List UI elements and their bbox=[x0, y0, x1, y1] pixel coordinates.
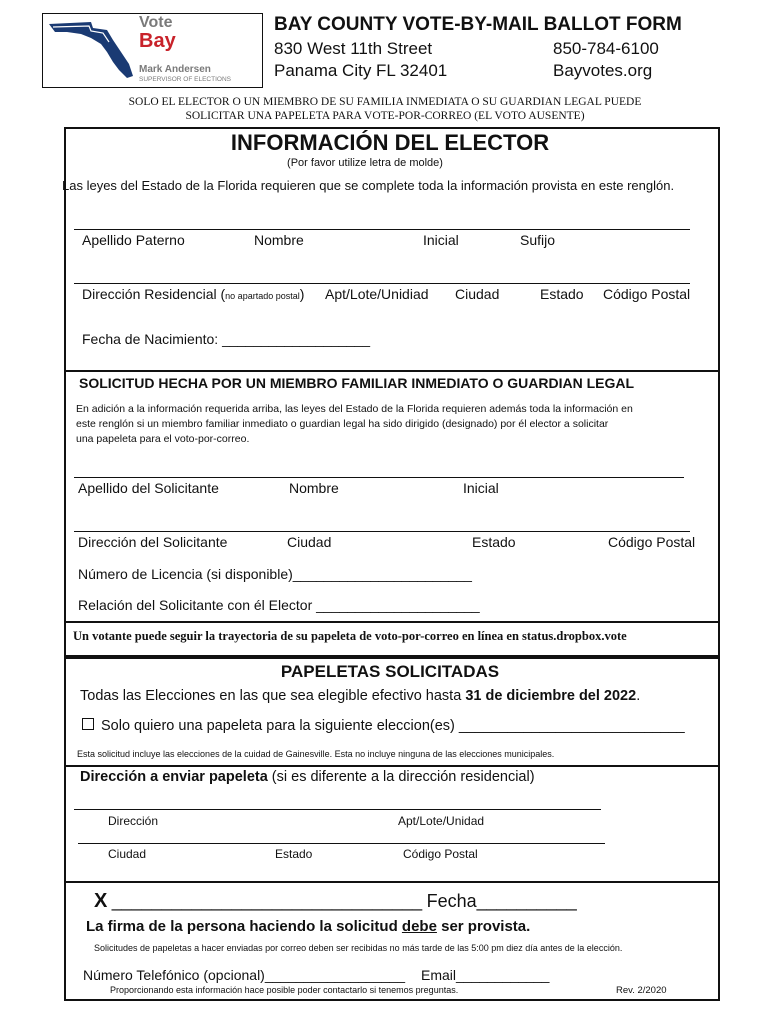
license-field[interactable]: Número de Licencia (si disponible)_______________________ bbox=[78, 566, 472, 582]
florida-map-icon bbox=[47, 18, 147, 83]
relation-field[interactable]: Relación del Solicitante con él Elector _____________________ bbox=[78, 597, 480, 613]
signature-line[interactable]: _______________________________ bbox=[111, 891, 423, 911]
address-line-2: Panama City FL 32401 bbox=[274, 61, 448, 80]
ballots-heading: PAPELETAS SOLICITADAS bbox=[280, 662, 500, 681]
label-zip: Código Postal bbox=[603, 286, 691, 302]
mailing-heading-bold: Dirección a enviar papeleta bbox=[80, 769, 268, 785]
signature-required-text bbox=[86, 918, 530, 935]
label-first-name: Nombre bbox=[254, 232, 304, 248]
eligibility-notice bbox=[0, 95, 770, 123]
residence-close: ) bbox=[299, 286, 305, 302]
revision-number: Rev. 2/2020 bbox=[616, 985, 667, 996]
mailing-heading-rest: (si es diferente a la dirección residencial) bbox=[267, 769, 535, 785]
address-line bbox=[74, 283, 690, 284]
requester-text bbox=[76, 402, 633, 447]
label-mailing-state: Estado bbox=[275, 847, 313, 861]
contact-footnote: Proporcionando esta información hace posible poder contactarlo si tenemos preguntas. bbox=[110, 985, 459, 995]
date-field[interactable]: Fecha__________ bbox=[426, 891, 577, 911]
mailing-city-line bbox=[78, 843, 605, 844]
label-mailing-city: Ciudad bbox=[108, 847, 147, 861]
requester-heading: SOLICITUD HECHA POR UN MIEMBRO FAMILIAR INMEDIATO O GUARDIAN LEGAL bbox=[79, 375, 635, 391]
label-state: Estado bbox=[540, 286, 584, 302]
address-line-1: 830 West 11th Street bbox=[274, 39, 433, 58]
single-election-option[interactable] bbox=[82, 718, 685, 734]
eligibility-notice-line-2: SOLICITAR UNA PAPELETA PARA VOTE-POR-CORREO (EL VOTO AUSENTE) bbox=[185, 110, 585, 122]
phone-field[interactable]: Número Telefónico (opcional)__________________ bbox=[83, 967, 405, 983]
residence-text: Dirección Residencial ( bbox=[82, 286, 226, 302]
label-mailing-zip: Código Postal bbox=[403, 847, 478, 861]
gainesville-note: Esta solicitud incluye las elecciones de la cuidad de Gainesville. Esta no incluye ninguna de las elecciones municipales. bbox=[77, 749, 555, 759]
signature-required-prefix: La firma de la persona haciendo la solicitud bbox=[86, 918, 402, 935]
requester-text-line-1: En adición a la información requerida arriba, las leyes del Estado de la Florida requieren además toda la información en bbox=[76, 403, 633, 415]
label-last-name: Apellido Paterno bbox=[82, 232, 185, 248]
website: Bayvotes.org bbox=[553, 61, 653, 80]
label-mailing-apt: Apt/Lote/Unidad bbox=[398, 814, 485, 828]
all-elections-text bbox=[80, 688, 640, 704]
single-election-checkbox[interactable] bbox=[82, 718, 94, 730]
label-requester-address: Dirección del Solicitante bbox=[78, 534, 228, 550]
logo-supervisor-name: Mark Andersen bbox=[139, 64, 211, 75]
requester-text-line-2: este renglón si un miembro familiar inmediato o guardian legal ha sido dirigido (designado) por él elector a solicitar bbox=[76, 418, 609, 430]
signature-required-suffix: ser provista. bbox=[436, 918, 531, 935]
elector-law-text: Las leyes del Estado de la Florida requieren que se complete toda la información provista en este renglón. bbox=[62, 178, 675, 193]
name-line bbox=[74, 229, 690, 230]
label-requester-state: Estado bbox=[472, 534, 516, 550]
requester-text-line-3: una papeleta para el voto-por-correo. bbox=[76, 433, 250, 445]
label-mailing-address: Dirección bbox=[108, 814, 159, 828]
phone-number: 850-784-6100 bbox=[553, 39, 659, 58]
residence-note: no apartado postal bbox=[225, 291, 300, 301]
mailing-heading bbox=[80, 769, 535, 785]
requester-name-line bbox=[74, 477, 684, 478]
logo-supervisor-title: SUPERVISOR OF ELECTIONS bbox=[139, 76, 231, 83]
mailing-address-line bbox=[74, 809, 601, 810]
label-requester-initial: Inicial bbox=[463, 480, 499, 496]
signature-row[interactable] bbox=[94, 890, 577, 913]
label-residence-address bbox=[82, 286, 304, 302]
logo-vote-text: Vote bbox=[139, 14, 173, 31]
dob-field[interactable]: Fecha de Nacimiento: ___________________ bbox=[82, 331, 371, 347]
logo-box bbox=[42, 13, 263, 88]
email-field[interactable]: Email____________ bbox=[421, 967, 550, 983]
deadline-note: Solicitudes de papeletas a hacer enviadas por correo deben ser recibidas no más tarde de las 5:00 pm diez día antes de la elección. bbox=[94, 943, 623, 953]
single-election-label: Solo quiero una papeleta para la siguiente eleccion(es) ____________________________ bbox=[101, 718, 685, 734]
label-requester-zip: Código Postal bbox=[608, 534, 696, 550]
label-requester-city: Ciudad bbox=[287, 534, 332, 550]
signature-x-mark: X bbox=[94, 890, 108, 912]
all-elections-prefix: Todas las Elecciones en las que sea elegible efectivo hasta bbox=[80, 688, 466, 704]
all-elections-date: 31 de diciembre del 2022 bbox=[465, 688, 637, 704]
tracking-notice: Un votante puede seguir la trayectoria de su papeleta de voto-por-correo en línea en status.dropbox.vote bbox=[73, 629, 627, 643]
label-suffix: Sufijo bbox=[520, 232, 556, 248]
elector-subheading: (Por favor utilize letra de molde) bbox=[287, 157, 443, 169]
label-city: Ciudad bbox=[455, 286, 500, 302]
form-title: BAY COUNTY VOTE-BY-MAIL BALLOT FORM bbox=[274, 14, 682, 35]
label-apt: Apt/Lote/Unidiad bbox=[325, 286, 429, 302]
signature-required-must: debe bbox=[401, 918, 437, 935]
elector-heading: INFORMACIÓN DEL ELECTOR bbox=[230, 130, 550, 155]
all-elections-suffix: . bbox=[636, 688, 641, 704]
requester-address-line bbox=[74, 531, 690, 532]
eligibility-notice-line-1: SOLO EL ELECTOR O UN MIEMBRO DE SU FAMILIA INMEDIATA O SU GUARDIAN LEGAL PUEDE bbox=[128, 96, 642, 108]
logo-bay-text: Bay bbox=[139, 30, 176, 52]
label-initial: Inicial bbox=[423, 232, 459, 248]
label-requester-first-name: Nombre bbox=[289, 480, 339, 496]
label-requester-last-name: Apellido del Solicitante bbox=[78, 480, 219, 496]
